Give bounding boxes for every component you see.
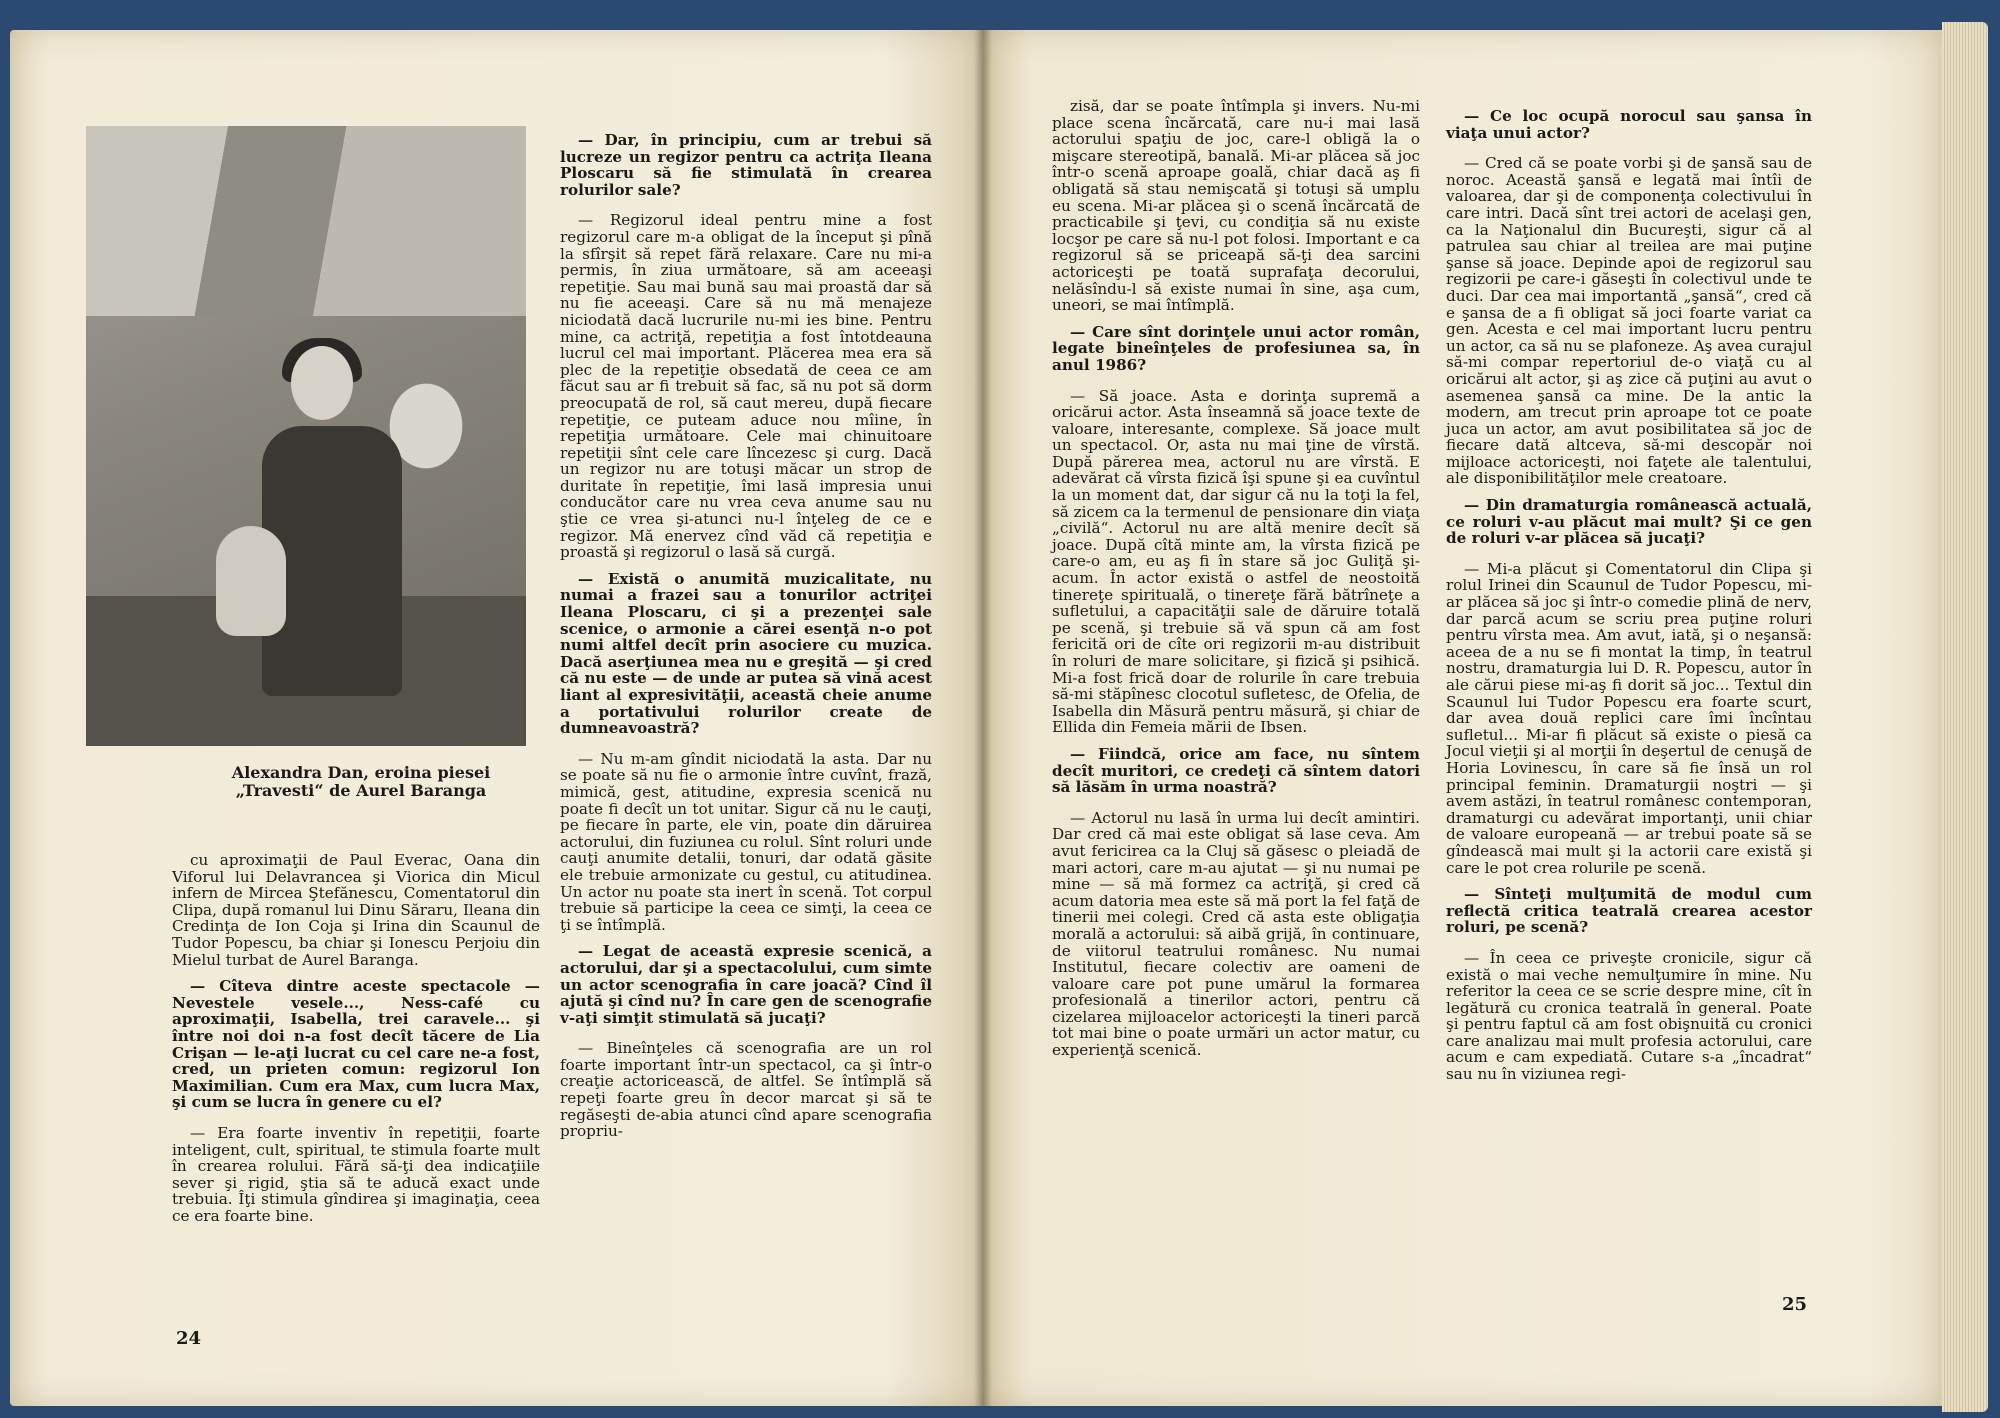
interview-question: — Există o anumită muzicalitate, nu numai a frazei sau a tonurilor actriţei Ileana Ploscaru, ci şi a prezenţei sale scenice, o armonie a cărei esenţă n-o pot numi altfel decît prin asociere cu muzica. Dacă aserţiunea mea nu e greşită — şi cred că nu este — de unde ar putea să vină acest liant al expresivităţii, această cheie anume a portativului rolurilor create de dumneavoastră? xyxy=(560,569,932,738)
page-number-left: 24 xyxy=(176,1328,202,1349)
interview-question: — Din dramaturgia românească actuală, ce roluri v-au plăcut mai mult? Şi ce gen de roluri v-ar plăcea să jucaţi? xyxy=(1446,496,1812,548)
interview-question: — Legat de această expresie scenică, a actorului, dar şi a spectacolului, cum simte un actor scenografia în care joacă? Cînd îl ajută şi cînd nu? În care gen de scenografie v-aţi simţit stimulată să jucaţi? xyxy=(560,942,932,1027)
interview-question: — Fiindcă, orice am face, nu sîntem decît muritori, ce credeţi că sîntem datori să lăsăm în urma noastră? xyxy=(1052,744,1420,797)
interview-answer: — Mi-a plăcut şi Comentatorul din Clipa şi rolul Irinei din Scaunul de Tudor Popescu, mi-ar plăcea să joc şi într-o comedie plină de nerv, dar parcă acum se scriu prea puţine roluri pentru vîrsta mea. Am avut, iată, şi o neşansă: aceea de a nu se fi montat la timp, în teatrul nostru, dramaturgia lui D. R. Popescu, autor în ale cărui piese mi-aş fi dorit să joc... Textul din Scaunul lui Tudor Popescu era foarte scurt, dar avea două replici care îmi încîntau sufletul... Mi-ar fi plăcut să existe o piesă ca Jocul vieţii şi al morţii în deşertul de cenuşă de Horia Lovinescu, în care să fie însă un rol principal feminin. Dramaturgii noştri — şi avem astăzi, în teatrul românesc contemporan, dramaturgi cu adevărat importanţi, unii chiar de valoare europeană — ar trebui poate să se gîndească mai mult şi la actorii care există şi care le pot crea rolurile pe scenă. xyxy=(1446,559,1812,877)
page-number-right: 25 xyxy=(1782,1294,1808,1315)
column-3 xyxy=(1052,98,1420,1067)
interview-question: — Care sînt dorinţele unui actor român, legate bineînţeles de profesiunea sa, în anul 1986? xyxy=(1052,322,1420,374)
photo-caption: Alexandra Dan, eroina piesei „Travesti“ de Aurel Baranga xyxy=(231,763,491,800)
portrait-photo xyxy=(86,126,526,746)
column-2 xyxy=(560,122,932,1148)
interview-answer: — Regizorul ideal pentru mine a fost regizorul care m-a obligat de la început şi pînă la sfîrşit să repet fără relaxare. Care nu mi-a permis, în ziua următoare, să am aceeaşi repetiţie. Sau mai bună sau mai proastă dar să nu fie aceeaşi. Care să nu mă menajeze niciodată dacă lucrurile nu-mi ies bine. Pentru mine, ca actriţă, repetiţia a fost întotdeauna lucrul cel mai important. Plăcerea mea era să plec de la repetiţie obsedată de ceea ce am făcut sau ar fi trebuit să fac, să nu pot să dorm preocupată de rol, să caut mereu, după fiecare repetiţie, ce puteam aduce nou mîine, în repetiţia următoare. Cele mai chinuitoare repetiţii sînt cele care lîncezesc şi curg. Dacă un regizor nu are totuşi măcar un strop de duritate în repetiţie, îmi lasă impresia unui conducător care nu vrea ceva anume sau nu ştie ce vrea şi-atunci nu-l înţeleg de ce e regizor. Mă enervez cînd văd că repetiţia e proastă şi regizorul o lasă să curgă. xyxy=(560,211,932,562)
interview-question: — Cîteva dintre aceste spectacole — Nevestele vesele..., Ness-café cu aproximaţii, Isabella, trei caravele... şi între noi doi n-a fost decît tăcere de Lia Crişan — le-aţi lucrat cu cel care ne-a fost, cred, un prieten comun: regizorul Ion Maximilian. Cum era Max, cum lucra Max, şi cum se lucra în genere cu el? xyxy=(172,977,540,1112)
interview-question: — Dar, în principiu, cum ar trebui să lucreze un regizor pentru ca actriţa Ileana Ploscaru să fie stimulată în crearea rolurilor sale? xyxy=(560,131,932,199)
interview-question: — Sînteţi mulţumită de modul cum reflectă critica teatrală crearea acestor roluri, pe scenă? xyxy=(1446,885,1812,937)
interview-answer: — Nu m-am gîndit niciodată la asta. Dar nu se poate să nu fie o armonie între cuvînt, frază, mimică, gest, atitudine, expresia scenică nu poate fi decît un tot unitar. Sigur că nu le cauţi, pe fiecare în parte, ele vin, poate din dăruirea actorului, din fuziunea cu rolul. Sînt roluri unde cauţi anumite detalii, tonuri, dar odată găsite ele trebuie armonizate cu gestul, cu atitudinea. Un actor nu poate sta inert în scenă. Tot corpul trebuie să participe la ceea ce simţi, la ceea ce ţi se întîmplă. xyxy=(560,749,932,934)
interview-answer: cu aproximaţii de Paul Everac, Oana din Viforul lui Delavrancea şi Viorica din Micul infern de Mircea Ştefănescu, Comentatorul din Clipa, după romanul lui Dinu Săraru, Ileana din Credinţa de Ion Coja şi Irina din Scaunul de Tudor Popescu, ba chiar şi Ionescu Perjoiu din Mielul turbat de Aurel Baranga. xyxy=(172,851,540,969)
page-edges xyxy=(1942,22,1988,1412)
interview-answer: — Actorul nu lasă în urma lui decît amintiri. Dar cred că mai este obligat să lase ceva. Am avut fericirea ca la Cluj să găsesc o pleiadă de mari actori, care m-au ajutat — şi nu numai pe mine — să mă formez ca actriţă, şi cred că acum datoria mea este să mă port la fel faţă de tinerii mei colegi. Cred că asta este obligaţia morală a actorului: să aibă grijă, în continuare, de viitorul teatrului românesc. Nu numai Institutul, fiecare colectiv are oameni de valoare care pot pune umărul la formarea profesională a tinerilor actori, pentru că cizelarea mijloacelor actoriceşti la tineri parcă tot mai bine o poate urmări un actor matur, cu experienţă scenică. xyxy=(1052,808,1420,1060)
interview-question: — Ce loc ocupă norocul sau şansa în viaţa unui actor? xyxy=(1446,107,1812,142)
dog-figure xyxy=(216,526,286,636)
book-gutter xyxy=(974,30,992,1406)
interview-answer: — Cred că se poate vorbi şi de şansă sau de noroc. Această şansă e legată mai întîi de valoarea, dar şi de componenţa colectivului în care intri. Dacă sînt trei actori de acelaşi gen, ca la Naţionalul din Bucureşti, sigur că al patrulea sau chiar al treilea are mai puţine şanse să joace. Depinde apoi de regizorul sau regizorii pe care-i găseşti în colectivul unde te duci. Dar cea mai importantă „şansă“, cred că e şansa de a fi obligat să joci foarte variat ca gen. Acesta e cel mai important lucru pentru un actor, ca să nu se plafoneze. Aş avea curajul să-mi compar repertoriul de-o viaţă cu al oricărui alt actor, şi aş zice că puţini au avut o asemenea şansă ca mine. De la antic la modern, am trecut prin aproape tot ce poate juca un actor, am avut posibilitatea să joc de fiecare dată altceva, să-mi descopăr noi mijloace actoriceşti, noi faţete ale talentului, ale disponibilităţilor mele creatoare. xyxy=(1446,154,1812,488)
column-left-bottom xyxy=(172,852,540,1232)
interview-answer: — Bineînţeles că scenografia are un rol foarte important într-un spectacol, ca şi într-o creaţie actoricească, de altfel. Se întîmplă să repeţi foarte greu în decor marcat şi să te regăseşti de-abia atunci cînd apare scenografia propriu- xyxy=(560,1039,932,1141)
interview-answer: — Să joace. Asta e dorinţa supremă a oricărui actor. Asta înseamnă să joace texte de valoare, interesante, complexe. Să joace mult un spectacol. Or, asta nu mai ţine de vîrstă. După părerea mea, actorul nu are vîrstă. E adevărat că vîrsta fizică îşi spune şi ea cuvîntul la un moment dat, dar sigur că nu la toţi la fel, să zicem ca la termenul de pensionare din viaţa „civilă“. Actorul nu are altă menire decît să joace. După cîtă minte am, la vîrsta fizică pe care-o am, eu aş fi în stare să joc Guliţă şi-acum. În actor există o astfel de neostoită tinereţe spirituală, o tinereţe fără bătrîneţe a sufletului, a capacităţii sale de dăruire totală pe scenă, şi trebuie să vă spun că am fost fericită ori de cîte ori regizorii m-au distribuit în roluri de mare solicitare, şi fizică şi psihică. Mi-a fost frică doar de rolurile în care trebuia să-mi stăpînesc clocotul sufletesc, de Ofelia, de Isabella din Măsură pentru măsură, şi chiar de Ellida din Femeia mării de Ibsen. xyxy=(1052,386,1420,737)
column-4 xyxy=(1446,98,1812,1091)
interview-answer: — În ceea ce priveşte cronicile, sigur că există o mai veche nemulţumire în mine. Nu referitor la ceea ce se scrie despre mine, cît în legătură cu cronica teatrală în general. Poate şi pentru faptul că am fost obişnuită cu cronici care analizau mai mult profesia actorului, care acum e cam expediată. Cutare s-a „încadrat“ sau nu în viziunea regi- xyxy=(1446,948,1812,1084)
interview-answer: zisă, dar se poate întîmpla şi invers. Nu-mi place scena încărcată, care nu-i mai lasă actorului spaţiu de joc, care-l obligă la o mişcare stereotipă, banală. Mi-ar plăcea să joc într-o scenă aproape goală, chiar dacă aş fi obligată să stau nemişcată şi totuşi să umplu eu scena. Mi-ar plăcea şi o scenă încărcată de practicabile şi ţevi, cu condiţia să nu existe locşor pe care să nu-l pot folosi. Important e ca regizorul să se priceapă să-ţi dea sarcini actoriceşti pe toată suprafaţa decorului, nelăsîndu-l să existe numai în sine, aşa cum, uneori, se mai întîmplă. xyxy=(1052,97,1420,315)
interview-answer: — Era foarte inventiv în repetiţii, foarte inteligent, cult, spiritual, te stimula foarte mult în crearea rolului. Fără să-ţi dea indicaţiile sever şi rigid, ştia să te aducă exact unde trebuia. Îţi stimula gîndirea şi imaginaţia, ceea ce era foarte bine. xyxy=(172,1123,540,1225)
